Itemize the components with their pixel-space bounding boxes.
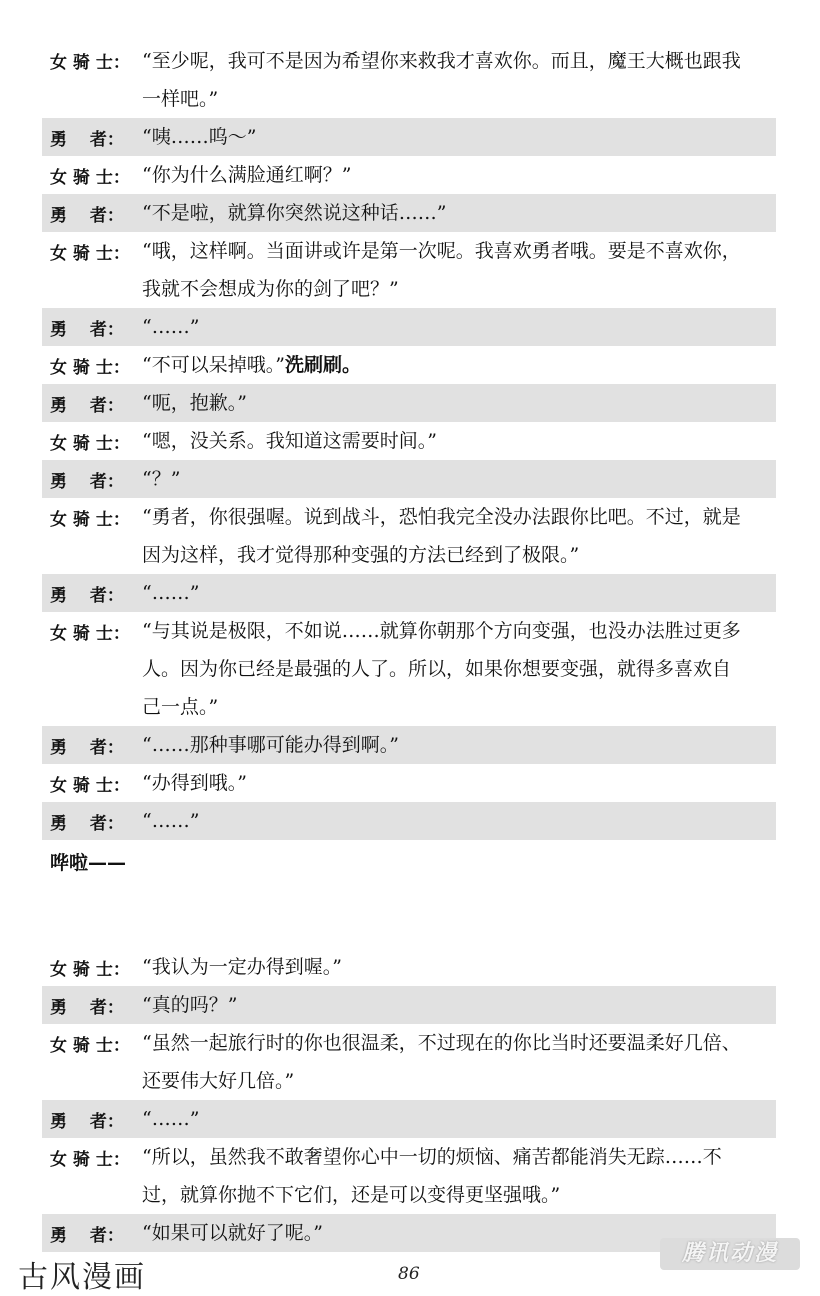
- dialogue-text: “你为什么满脸通红啊？”: [142, 164, 352, 186]
- speaker-label: 女 骑 士：: [50, 1036, 130, 1056]
- speaker-label: 勇 者：: [50, 130, 124, 150]
- sound-effect: 洗刷刷。: [284, 354, 361, 376]
- speaker-label: 勇 者：: [50, 1112, 124, 1132]
- speaker-label: 勇 者：: [50, 998, 124, 1018]
- speaker-label: 女 骑 士：: [50, 244, 130, 264]
- dialogue-text: “不是啦，就算你突然说这种话……”: [142, 202, 447, 224]
- dialogue-text-with-sfx: [142, 346, 770, 384]
- speaker-label: 女 骑 士：: [50, 358, 130, 378]
- dialogue-text: “……那种事哪可能办得到啊。”: [142, 734, 399, 756]
- speaker-label: 勇 者：: [50, 472, 124, 492]
- dialogue-text: “所以，虽然我不敢奢望你心中一切的烦恼、痛苦都能消失无踪……不: [142, 1146, 722, 1168]
- site-logo: 古风漫画: [18, 1260, 146, 1295]
- speaker-label: 女 骑 士：: [50, 1150, 130, 1170]
- dialogue-row: [42, 118, 776, 156]
- speaker-label: 女 骑 士：: [50, 776, 130, 796]
- speaker-label: 女 骑 士：: [50, 434, 130, 454]
- dialogue-row: [42, 422, 776, 460]
- dialogue-text-continued: 因为这样，我才觉得那种变强的方法已经到了极限。”: [142, 544, 580, 566]
- speaker-label: 勇 者：: [50, 814, 124, 834]
- dialogue-text: “与其说是极限，不如说……就算你朝那个方向变强，也没办法胜过更多: [142, 620, 741, 642]
- speaker-label: 勇 者：: [50, 738, 124, 758]
- dialogue-row: [42, 42, 776, 118]
- dialogue-text: “真的吗？”: [142, 994, 238, 1016]
- dialogue-row: [42, 156, 776, 194]
- dialogue-row: [42, 1138, 776, 1214]
- dialogue-text: “哦，这样啊。当面讲或许是第一次呢。我喜欢勇者哦。要是不喜欢你，: [142, 240, 741, 262]
- dialogue-text: “至少呢，我可不是因为希望你来救我才喜欢你。而且，魔王大概也跟我: [142, 50, 741, 72]
- dialogue-row: [42, 194, 776, 232]
- dialogue-text: “我认为一定办得到喔。”: [142, 956, 342, 978]
- dialogue-text: “呃，抱歉。”: [142, 392, 247, 414]
- speaker-label: 勇 者：: [50, 320, 124, 340]
- dialogue-row: [42, 986, 776, 1024]
- dialogue-text: “勇者，你很强喔。说到战斗，恐怕我完全没办法跟你比吧。不过，就是: [142, 506, 741, 528]
- dialogue-text: “？”: [142, 468, 181, 490]
- speaker-label: 女 骑 士：: [50, 510, 130, 530]
- dialogue-text-continued: 人。因为你已经是最强的人了。所以，如果你想要变强，就得多喜欢自: [142, 658, 732, 680]
- speaker-label: 勇 者：: [50, 586, 124, 606]
- dialogue-text-continued: 还要伟大好几倍。”: [142, 1070, 295, 1092]
- dialogue-text: “嗯，没关系。我知道这需要时间。”: [142, 430, 437, 452]
- dialogue-row: [42, 460, 776, 498]
- watermark-logo: 腾讯动漫: [660, 1238, 800, 1270]
- dialogue-text-continued: 一样吧。”: [142, 88, 219, 110]
- speaker-label: 勇 者：: [50, 206, 124, 226]
- dialogue-row: [42, 726, 776, 764]
- dialogue-row: [42, 1100, 776, 1138]
- speaker-label: 勇 者：: [50, 1226, 124, 1246]
- dialogue-row: [42, 308, 776, 346]
- page-number: 86: [398, 1264, 420, 1284]
- dialogue-text: “办得到哦。”: [142, 772, 247, 794]
- dialogue-row: [42, 1024, 776, 1100]
- dialogue-text: “……”: [142, 1108, 200, 1130]
- dialogue-text-continued: 过，就算你抛不下它们，还是可以变得更坚强哦。”: [142, 1184, 561, 1206]
- dialogue-row: [42, 574, 776, 612]
- dialogue-text: “……”: [142, 582, 200, 604]
- dialogue-text: “不可以呆掉哦。”: [142, 354, 285, 376]
- interlude-sound-effect: 哗啦——: [50, 852, 127, 874]
- dialogue-row: [42, 764, 776, 802]
- dialogue-text: “如果可以就好了呢。”: [142, 1222, 323, 1244]
- dialogue-row: [42, 612, 776, 726]
- dialogue-row: [42, 384, 776, 422]
- dialogue-row: [42, 498, 776, 574]
- dialogue-row: [42, 232, 776, 308]
- dialogue-row: [42, 802, 776, 840]
- dialogue-text: “咦……呜～”: [142, 126, 257, 148]
- dialogue-text-continued: 己一点。”: [142, 696, 219, 718]
- dialogue-text: “……”: [142, 810, 200, 832]
- speaker-label: 女 骑 士：: [50, 168, 130, 188]
- dialogue-row: [42, 346, 776, 384]
- speaker-label: 女 骑 士：: [50, 53, 130, 73]
- speaker-label: 女 骑 士：: [50, 960, 130, 980]
- dialogue-text-continued: 我就不会想成为你的剑了吧？”: [142, 278, 399, 300]
- dialogue-text: “……”: [142, 316, 200, 338]
- dialogue-row: [42, 948, 776, 986]
- speaker-label: 勇 者：: [50, 396, 124, 416]
- dialogue-text: “虽然一起旅行时的你也很温柔，不过现在的你比当时还要温柔好几倍、: [142, 1032, 741, 1054]
- speaker-label: 女 骑 士：: [50, 624, 130, 644]
